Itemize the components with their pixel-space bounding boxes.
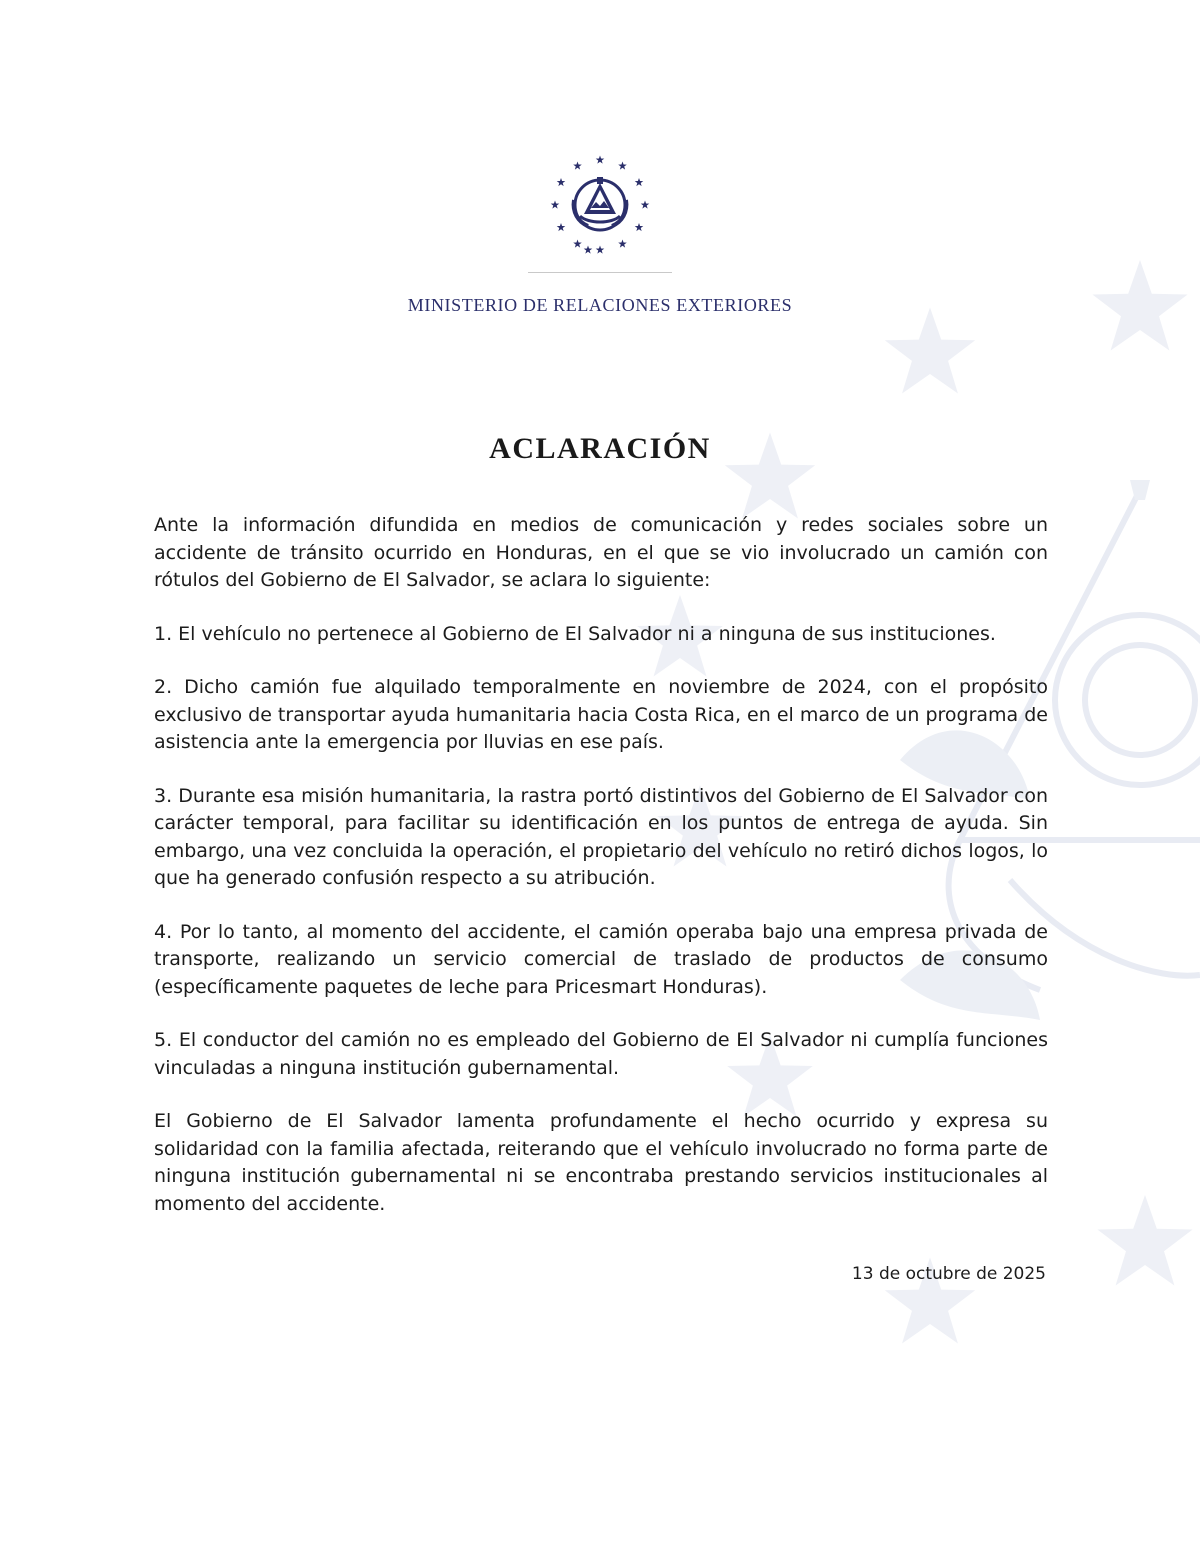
letterhead [0, 150, 1200, 316]
document-body [154, 512, 1048, 1244]
point-4-paragraph: 4. Por lo tanto, al momento del accidente, el camión operaba bajo una empresa privada de transporte, realizando un servicio comercial de traslado de productos de consumo (específicamente paquetes de leche para Pricesmart Honduras). [154, 920, 1048, 998]
document-title: ACLARACIÓN [489, 432, 711, 465]
closing-paragraph: El Gobierno de El Salvador lamenta profundamente el hecho ocurrido y expresa su solidaridad con la familia afectada, reiterando que el vehículo involucrado no forma parte de ninguna institución gubernamental ni se encontraba prestando servicios institucionales al momento del accidente. [154, 1110, 1048, 1215]
document-date: 13 de octubre de 2025 [851, 1264, 1046, 1284]
point-5-paragraph: 5. El conductor del camión no es empleado del Gobierno de El Salvador ni cumplía funciones vinculadas a ninguna institución gubernamental. [154, 1029, 1048, 1079]
coat-of-arms-icon [544, 150, 656, 262]
point-2-paragraph: 2. Dicho camión fue alquilado temporalmente en noviembre de 2024, con el propósito exclusivo de transportar ayuda humanitaria hacia Costa Rica, en el marco de un programa de asistencia ante la emergencia por lluvias en ese país. [154, 676, 1048, 753]
point-1-paragraph: 1. El vehículo no pertenece al Gobierno de El Salvador ni a ninguna de sus instituciones. [154, 622, 996, 645]
intro-paragraph: Ante la información difundida en medios de comunicación y redes sociales sobre un accidente de tránsito ocurrido en Honduras, en el que se vio involucrado un camión con rótulos del Gobierno de El Salvador, se aclara lo siguiente: [154, 514, 1048, 591]
ministry-name: MINISTERIO DE RELACIONES EXTERIORES [407, 295, 793, 315]
point-3-paragraph: 3. Durante esa misión humanitaria, la rastra portó distintivos del Gobierno de El Salvador con carácter temporal, para facilitar su identificación en los puntos de entrega de ayuda. Sin embargo, una vez concluida la operación, el propietario del vehículo no retiró dichos logos, lo que ha generado confusión respecto a su atribución. [154, 784, 1048, 889]
header-divider [528, 272, 672, 273]
